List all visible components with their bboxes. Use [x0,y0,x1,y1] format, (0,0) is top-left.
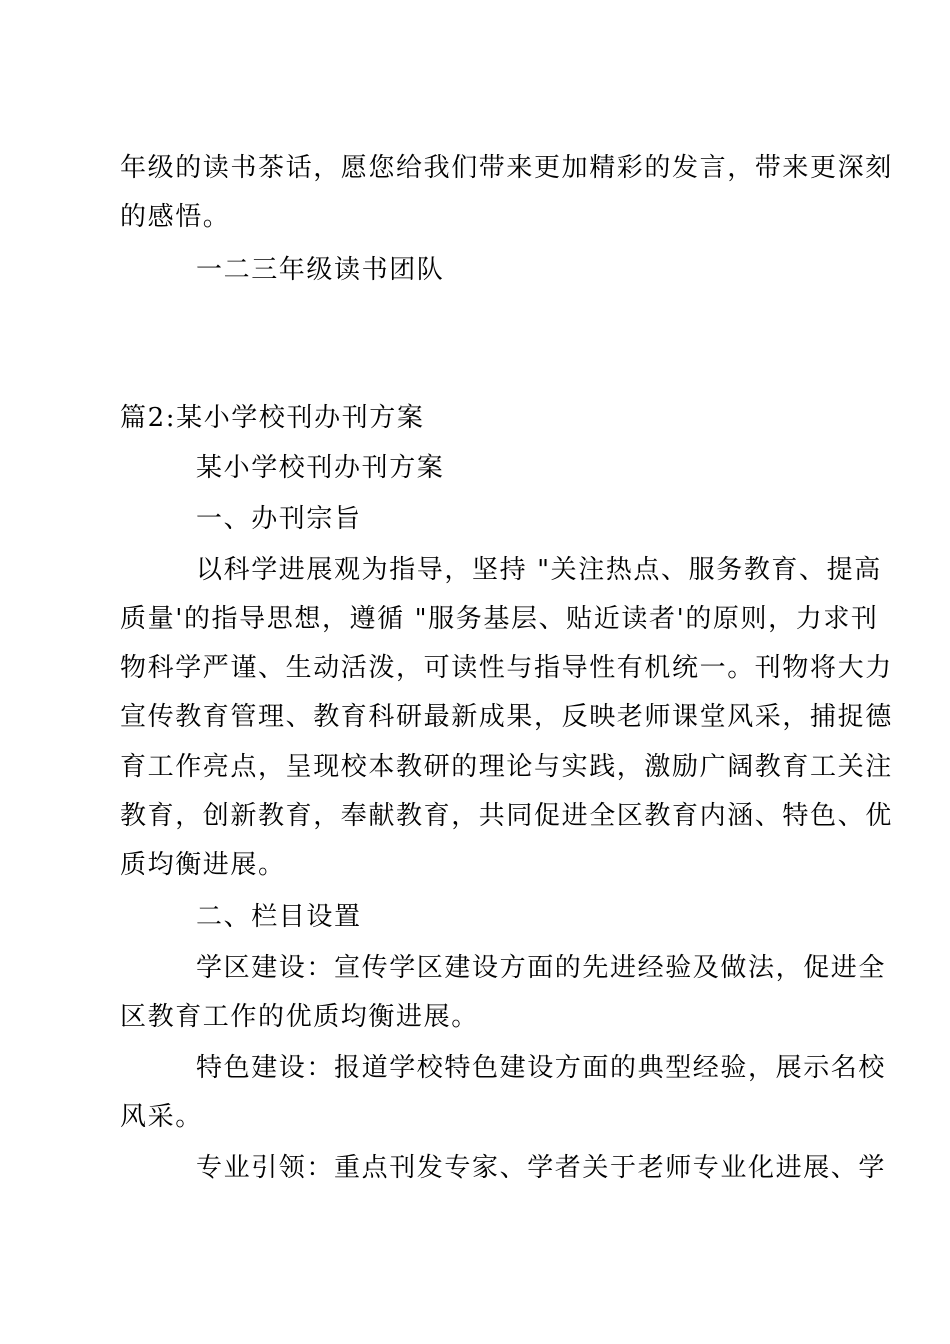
subheading: 一、办刊宗旨 [196,504,362,534]
paragraph-line: 的感悟。 [120,202,231,232]
paragraph-line: 教育，创新教育，奉献教育，共同促进全区教育内涵、特色、优 [120,801,893,831]
paragraph-line: 宣传教育管理、教育科研最新成果，反映老师课堂风采，捕捉德 [120,702,893,732]
paragraph-line: 学区建设：宣传学区建设方面的先进经验及做法，促进全 [196,953,887,983]
paragraph-line: 育工作亮点，呈现校本教研的理论与实践，激励广阔教育工关注 [120,752,893,782]
paragraph-line: 区教育工作的优质均衡进展。 [120,1002,479,1032]
paragraph-line: 年级的读书茶话，愿您给我们带来更加精彩的发言，带来更深刻 [120,153,893,183]
signature-line: 一二三年级读书团队 [196,255,445,285]
paragraph-line: 物科学严谨、生动活泼，可读性与指导性有机统一。刊物将大力 [120,653,893,683]
document-title: 某小学校刊办刊方案 [196,453,445,483]
paragraph-line: 质均衡进展。 [120,850,286,880]
paragraph-line: 质量'的指导思想，遵循 "服务基层、贴近读者'的原则，力求刊 [120,604,879,634]
paragraph-line: 风采。 [120,1102,203,1132]
subheading: 二、栏目设置 [196,902,362,932]
paragraph-line: 以科学进展观为指导，坚持 "关注热点、服务教育、提高 [196,555,882,585]
paragraph-line: 专业引领：重点刊发专家、学者关于老师专业化进展、学 [196,1153,887,1183]
paragraph-line: 特色建设：报道学校特色建设方面的典型经验，展示名校 [196,1053,887,1083]
section-heading: 篇2:某小学校刊办刊方案 [120,403,425,433]
